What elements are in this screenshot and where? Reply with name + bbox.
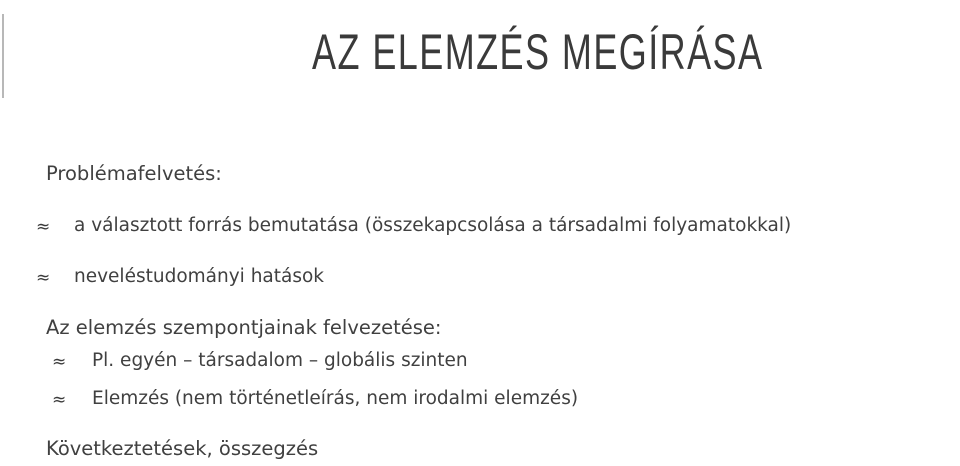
approx-bullet-icon: ≈ xyxy=(36,268,51,288)
approx-bullet-icon: ≈ xyxy=(36,217,51,237)
sub-bullet-text-analysis-type: Elemzés (nem történetleírás, nem irodalmi elemzés) xyxy=(92,388,579,409)
approx-bullet-icon: ≈ xyxy=(52,352,67,372)
approx-bullet-icon: ≈ xyxy=(52,390,67,410)
bullet-text-source-presentation: a választott forrás bemutatása (összekapcsolása a társadalmi folyamatokkal) xyxy=(74,215,792,236)
left-accent-rule xyxy=(2,14,4,98)
heading-problem-statement: Problémafelvetés: xyxy=(46,162,222,185)
heading-conclusions: Következtetések, összegzés xyxy=(46,437,319,460)
sub-bullet-text-levels: Pl. egyén – társadalom – globális szinten xyxy=(92,350,468,371)
slide-title: AZ ELEMZÉS MEGÍRÁSA xyxy=(312,24,764,80)
bullet-text-educational-effects: neveléstudományi hatások xyxy=(74,266,325,287)
heading-analysis-aspects: Az elemzés szempontjainak felvezetése: xyxy=(46,316,442,339)
